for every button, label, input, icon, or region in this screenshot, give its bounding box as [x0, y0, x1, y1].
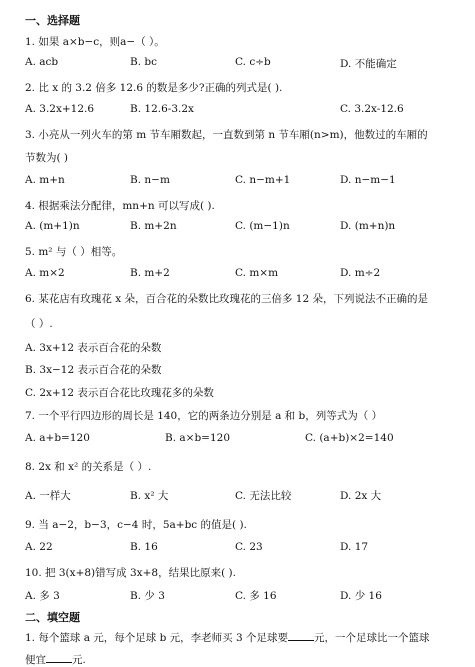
section-title-fill: 二、填空题	[25, 611, 80, 624]
question-3-continuation: 节数为( )	[25, 152, 69, 164]
q6-option-a[interactable]: A. 3x+12 表示百合花的朵数	[25, 342, 162, 354]
fill-q1-text-2: 元，一个足球比一个篮球	[314, 632, 430, 644]
q8-option-a[interactable]: A. 一样大	[25, 490, 71, 502]
fill-question-1-line-1	[25, 630, 430, 645]
q4-option-a[interactable]: A. (m+1)n	[25, 220, 80, 232]
q2-option-c[interactable]: C. 3.2x-12.6	[340, 103, 404, 115]
question-3-stem: 3. 小亮从一列火车的第 m 节车厢数起，一直数到第 n 节车厢(n>m)，他数过的车厢的	[25, 129, 428, 141]
question-5-options	[25, 267, 465, 283]
question-6-continuation: （ ）.	[25, 318, 53, 330]
q1-option-d[interactable]: D. 不能确定	[340, 58, 397, 70]
question-9-stem: 9. 当 a−2，b−3，c−4 时，5a+bc 的值是( ).	[25, 519, 247, 531]
q1-option-b[interactable]: B. bc	[130, 56, 157, 68]
question-4-stem: 4. 根据乘法分配律，mn+n 可以写成( ).	[25, 200, 215, 212]
q10-option-a[interactable]: A. 多 3	[25, 590, 60, 602]
q8-option-b[interactable]: B. x² 大	[130, 490, 169, 502]
q9-option-c[interactable]: C. 23	[235, 541, 263, 553]
q2-option-b[interactable]: B. 12.6-3.2x	[130, 103, 194, 115]
q7-option-b[interactable]: B. a×b=120	[165, 432, 231, 444]
q10-option-d[interactable]: D. 少 16	[340, 590, 382, 602]
q6-option-b[interactable]: B. 3x−12 表示百合花的朵数	[25, 364, 162, 376]
q10-option-c[interactable]: C. 多 16	[235, 590, 277, 602]
section-title-choice: 一、选择题	[25, 14, 80, 27]
q3-option-a[interactable]: A. m+n	[25, 174, 65, 186]
fill-q1-text-4: 元.	[72, 654, 86, 666]
q1-option-a[interactable]: A. acb	[25, 56, 59, 68]
q5-option-a[interactable]: A. m×2	[25, 267, 65, 279]
q8-option-d[interactable]: D. 2x 大	[340, 490, 382, 502]
question-6-stem: 6. 某花店有玫瑰花 x 朵，百合花的朵数比玫瑰花的三倍多 12 朵，下列说法不正确的是	[25, 293, 428, 305]
q3-option-b[interactable]: B. n−m	[130, 174, 170, 186]
question-7-stem: 7. 一个平行四边形的周长是 140，它的两条边分别是 a 和 b，列等式为（ ）	[25, 410, 383, 422]
question-1-stem: 1. 如果 a×b−c，则a−（ ）。	[25, 36, 165, 48]
q5-option-b[interactable]: B. m+2	[130, 267, 170, 279]
question-5-stem: 5. m² 与（ ）相等。	[25, 246, 123, 258]
q3-option-c[interactable]: C. n−m+1	[235, 174, 291, 186]
question-10-stem: 10. 把 3(x+8)错写成 3x+8，结果比原来( ).	[25, 567, 236, 579]
q9-option-b[interactable]: B. 16	[130, 541, 158, 553]
q4-option-c[interactable]: C. (m−1)n	[235, 220, 290, 232]
q9-option-d[interactable]: D. 17	[340, 541, 369, 553]
fill-question-1-line-2	[25, 652, 86, 667]
question-9-options	[25, 541, 465, 557]
question-7-options	[25, 432, 465, 448]
question-10-options	[25, 588, 465, 604]
fill-q1-blank-1[interactable]	[288, 630, 314, 641]
q6-option-c[interactable]: C. 2x+12 表示百合花比玫瑰花多的朵数	[25, 387, 214, 399]
question-1-options	[25, 56, 465, 72]
q10-option-b[interactable]: B. 少 3	[130, 590, 165, 602]
q5-option-d[interactable]: D. m÷2	[340, 267, 381, 279]
question-2-stem: 2. 比 x 的 3.2 倍多 12.6 的数是多少?正确的列式是( ).	[25, 82, 283, 94]
fill-q1-text-1: 1. 每个篮球 a 元，每个足球 b 元，李老师买 3 个足球要	[25, 632, 289, 644]
q7-option-c[interactable]: C. (a+b)×2=140	[305, 432, 394, 444]
fill-q1-text-3: 便宜	[25, 654, 46, 666]
question-8-options	[25, 488, 465, 504]
question-2-options	[25, 103, 465, 119]
q7-option-a[interactable]: A. a+b=120	[25, 432, 90, 444]
q8-option-c[interactable]: C. 无法比较	[235, 490, 292, 502]
q3-option-d[interactable]: D. n−m−1	[340, 174, 396, 186]
fill-q1-blank-2[interactable]	[46, 652, 72, 663]
q1-option-c[interactable]: C. c÷b	[235, 56, 271, 68]
q4-option-b[interactable]: B. m+2n	[130, 220, 177, 232]
q9-option-a[interactable]: A. 22	[25, 541, 53, 553]
question-3-options	[25, 174, 465, 190]
q4-option-d[interactable]: D. (m+n)n	[340, 220, 396, 232]
q5-option-c[interactable]: C. m×m	[235, 267, 279, 279]
q2-option-a[interactable]: A. 3.2x+12.6	[25, 103, 95, 115]
question-4-options	[25, 220, 465, 236]
question-8-stem: 8. 2x 和 x² 的关系是（ ）.	[25, 461, 152, 473]
